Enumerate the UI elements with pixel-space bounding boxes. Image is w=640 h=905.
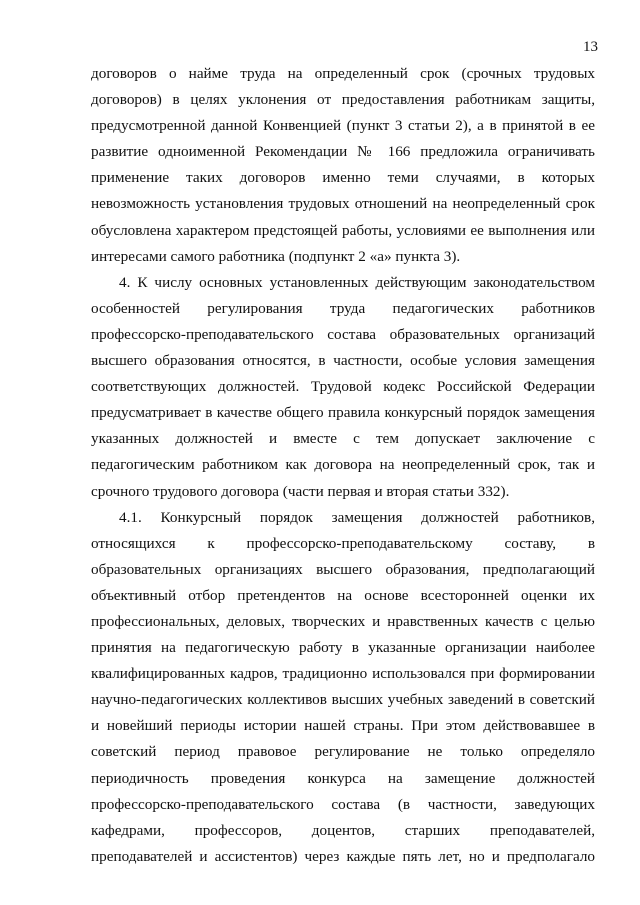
text-line: профессорско-преподавательского состава образовательных организаций xyxy=(91,325,595,343)
text-line: особенностей регулирования труда педагогических работников xyxy=(91,299,595,317)
paragraph xyxy=(91,61,595,270)
text-line: периодичность проведения конкурса на замещение должностей xyxy=(91,769,595,787)
text-line: относящихся к профессорско-преподавательскому составу, в xyxy=(91,534,595,552)
text-line: и новейший периоды истории нашей страны. При этом действовавшее в xyxy=(91,717,595,735)
text-line: договоров о найме труда на определенный срок (срочных трудовых xyxy=(91,65,595,82)
text-line: 4.1. Конкурсный порядок замещения должностей работников, xyxy=(119,508,595,526)
text-line: научно-педагогических коллективов высших учебных заведений в советский xyxy=(91,691,595,709)
text-line: профессорско-преподавательского состава (в частности, заведующих xyxy=(91,795,595,813)
text-line: образовательных организациях высшего образования, предполагающий xyxy=(91,560,595,578)
text-line: указанных должностей и вместе с тем допускает заключение с xyxy=(91,430,595,448)
text-line: педагогическим работником как договора на неопределенный срок, так и xyxy=(91,456,595,474)
text-line: преподавателей и ассистентов) через каждые пять лет, но и предполагало xyxy=(91,847,595,865)
text-line: предусматривает в качестве общего правила конкурсный порядок замещения xyxy=(91,404,595,422)
paragraph xyxy=(91,270,595,505)
page-number: 13 xyxy=(583,39,598,55)
document-body xyxy=(91,61,595,870)
text-line: принятия на педагогическую работу в указанные организации наиболее xyxy=(91,639,595,657)
text-line: высшего образования относятся, в частности, особые условия замещения xyxy=(91,352,595,370)
text-line: договоров) в целях уклонения от предоставления работникам защиты, xyxy=(91,91,595,109)
text-line: кафедрами, профессоров, доцентов, старших преподавателей, xyxy=(91,821,595,839)
text-line: срочного трудового договора (части первая и вторая статьи 332). xyxy=(91,482,510,500)
text-line: применение таких договоров именно теми случаями, в которых xyxy=(91,169,595,187)
text-line: невозможность установления трудовых отношений на неопределенный срок xyxy=(91,195,595,213)
paragraph xyxy=(91,505,595,870)
text-line: объективный отбор претендентов на основе всесторонней оценки их xyxy=(91,586,595,604)
text-line: развитие одноименной Рекомендации № 166 предложила ограничивать xyxy=(91,143,595,161)
text-line: соответствующих должностей. Трудовой кодекс Российской Федерации xyxy=(91,378,595,396)
text-line: советский период правовое регулирование не только определяло xyxy=(91,743,595,761)
text-line: профессиональных, деловых, творческих и нравственных качеств с целью xyxy=(91,612,595,630)
text-line: интересами самого работника (подпункт 2 «а» пункта 3). xyxy=(91,247,461,265)
text-line: 4. К числу основных установленных действующим законодательством xyxy=(119,273,595,291)
text-line: предусмотренной данной Конвенцией (пункт 3 статьи 2), а в принятой в ее xyxy=(91,117,595,135)
text-line: квалифицированных кадров, традиционно использовался при формировании xyxy=(91,665,595,683)
text-line: обусловлена характером предстоящей работы, условиями ее выполнения или xyxy=(91,221,595,239)
